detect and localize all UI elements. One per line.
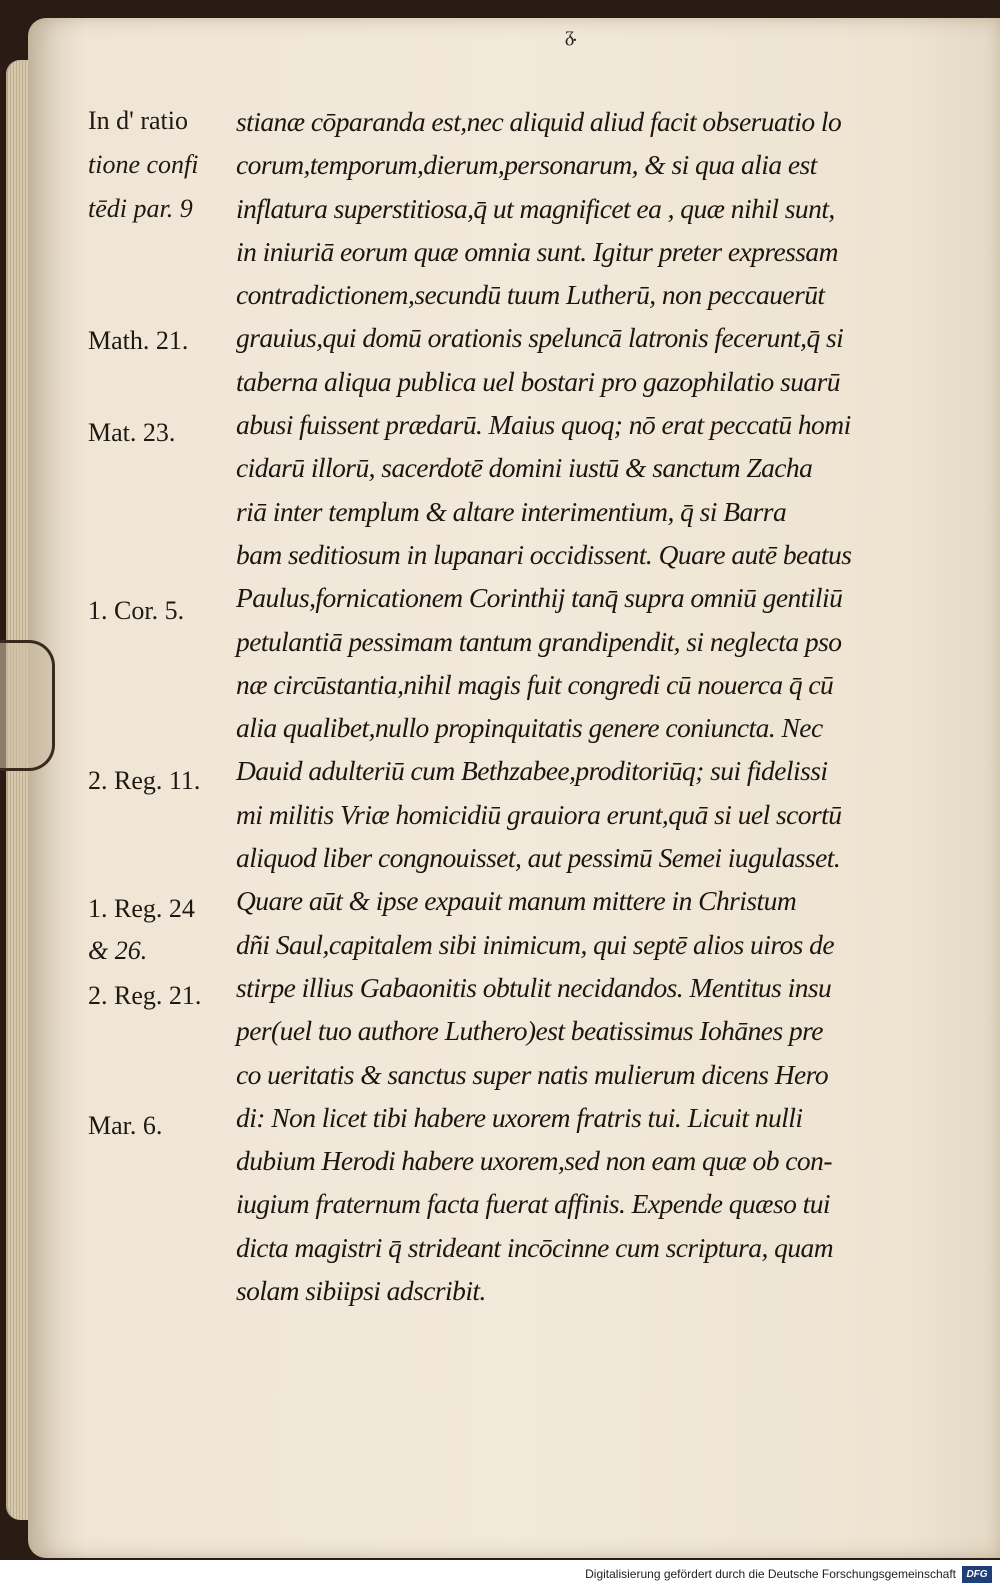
margin-note: Math. 21. bbox=[88, 326, 189, 355]
margin-note: Mar. 6. bbox=[88, 1111, 163, 1140]
text-line: bam seditiosum in lupanari occidissent. Quare autē beatus bbox=[236, 538, 852, 570]
margin-note: 1. Cor. 5. bbox=[88, 596, 185, 625]
body-text bbox=[236, 100, 971, 1312]
margin-note: tēdi par. 9 bbox=[88, 194, 193, 223]
text-line: stianæ cōparanda est,nec aliquid aliud facit obseruatio lo bbox=[236, 106, 842, 137]
text-line: iugium fraternum facta fuerat affinis. Expende quæso tui bbox=[236, 1188, 831, 1220]
text-line: solam sibiipsi adscribit. bbox=[236, 1275, 486, 1307]
text-line: abusi fuissent prædarū. Maius quoq; nō erat peccatū homi bbox=[236, 409, 851, 441]
text-line: contradictionem,secundū tuum Lutherū, non peccauerūt bbox=[236, 279, 825, 311]
text-line: per(uel tuo authore Luthero)est beatissimus Iohānes pre bbox=[236, 1015, 823, 1047]
text-line: petulantiā pessimam tantum grandipendit, si neglecta pso bbox=[236, 625, 842, 657]
signature-mark: ᵹ. bbox=[565, 24, 576, 46]
text-line: næ circūstantia,nihil magis fuit congredi cū nouerca q̄ cū bbox=[236, 668, 834, 700]
margin-note: 2. Reg. 11. bbox=[88, 766, 201, 795]
text-line: di: Non licet tibi habere uxorem fratris tui. Licuit nulli bbox=[236, 1101, 803, 1133]
dfg-logo: DFG bbox=[962, 1566, 992, 1583]
margin-note: tione confi bbox=[88, 150, 199, 179]
text-line: co ueritatis & sanctus super natis mulierum dicens Hero bbox=[236, 1058, 829, 1090]
text-line: corum,temporum,dierum,personarum, & si qua alia est bbox=[236, 149, 817, 181]
text-line: dubium Herodi habere uxorem,sed non eam quæ ob con- bbox=[236, 1145, 832, 1177]
text-line: grauius,qui domū orationis speluncā latronis fecerunt,q̄ si bbox=[236, 322, 844, 354]
text-line: stirpe illius Gabaonitis obtulit necidandos. Mentitus insu bbox=[236, 971, 832, 1003]
text-line: dicta magistri q̄ strideant incōcinne cum scriptura, quam bbox=[236, 1231, 834, 1263]
margin-note: Mat. 23. bbox=[88, 418, 176, 447]
margin-note: 1. Reg. 24 bbox=[88, 894, 195, 923]
margin-note: In d' ratio bbox=[88, 106, 188, 135]
text-line: Quare aūt & ipse expauit manum mittere in Christum bbox=[236, 885, 797, 917]
text-line: inflatura superstitiosa,q̄ ut magnificet ea , quæ nihil sunt, bbox=[236, 192, 835, 224]
footer-bar bbox=[0, 1560, 1000, 1591]
text-line: mi militis Vriæ homicidiū grauiora erunt,quā si uel scortū bbox=[236, 798, 842, 830]
text-line: riā inter templum & altare interimentium, q̄ si Barra bbox=[236, 495, 787, 527]
text-line: taberna aliqua publica uel bostari pro gazophilatio suarū bbox=[236, 365, 840, 397]
margin-note: & 26. bbox=[88, 936, 148, 965]
text-line: dñi Saul,capitalem sibi inimicum, qui septē alios uiros de bbox=[236, 928, 835, 960]
text-line: alia qualibet,nullo propinquitatis genere coniuncta. Nec bbox=[236, 712, 823, 744]
text-line: in iniuriā eorum quæ omnia sunt. Igitur preter expressam bbox=[236, 235, 838, 267]
funding-credit: Digitalisierung gefördert durch die Deutsche Forschungsgemeinschaft bbox=[585, 1567, 956, 1581]
text-line: cidarū illorū, sacerdotē domini iustū & sanctum Zacha bbox=[236, 452, 813, 484]
book-clasp bbox=[0, 640, 55, 771]
text-line: aliquod liber congnouisset, aut pessimū Semei iugulasset. bbox=[236, 842, 841, 874]
text-line: Dauid adulteriū cum Bethzabee,proditoriūq; sui fidelissi bbox=[236, 755, 828, 787]
margin-note: 2. Reg. 21. bbox=[88, 981, 202, 1010]
text-line: Paulus,fornicationem Corinthij tanq̄ supra omniū gentiliū bbox=[236, 582, 843, 614]
